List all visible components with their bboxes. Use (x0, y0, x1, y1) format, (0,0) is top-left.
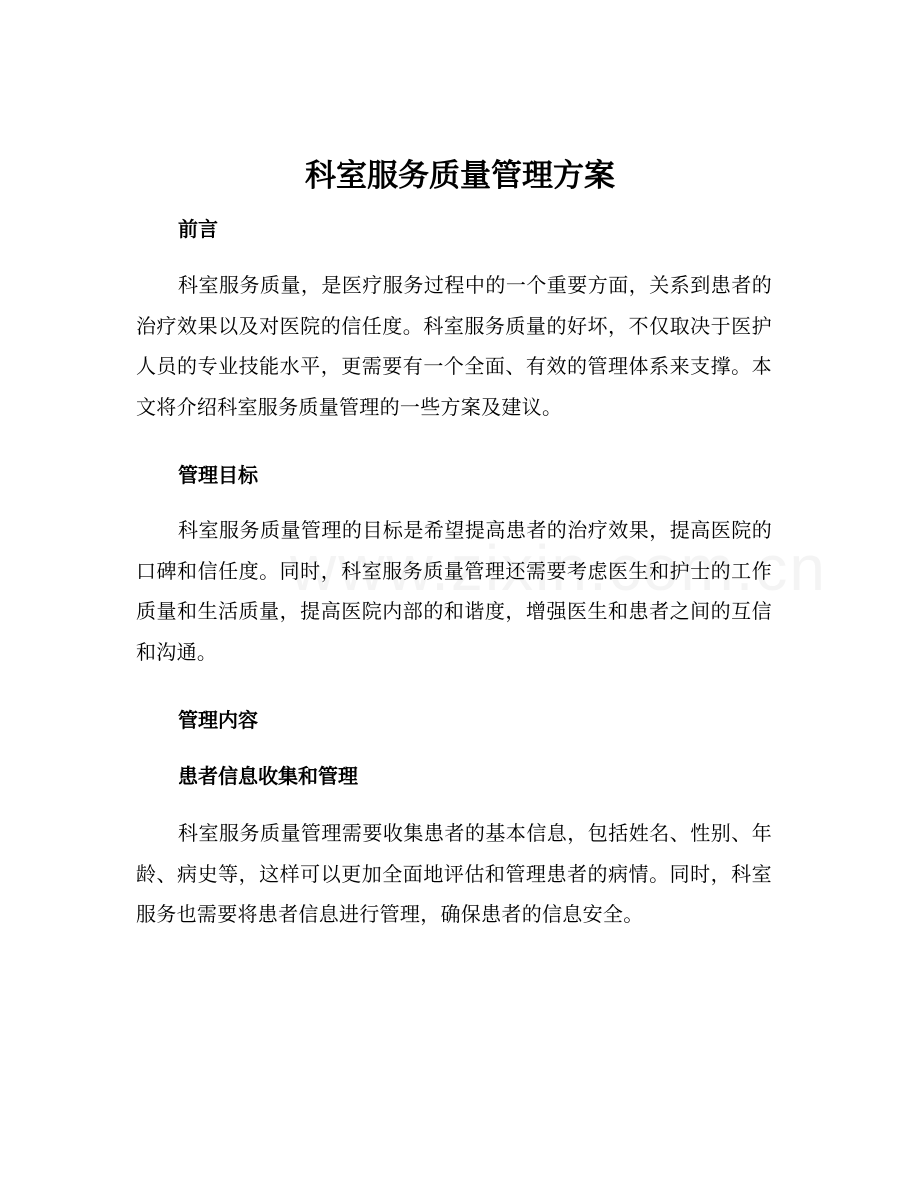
paragraph-patient-info: 科室服务质量管理需要收集患者的基本信息，包括姓名、性别、年龄、病史等，这样可以更加全面地评估和管理患者的病情。同时，科室服务也需要将患者信息进行管理，确保患者的信息安全。 (136, 821, 772, 926)
section-heading-patient-info: 患者信息收集和管理 (178, 764, 358, 788)
section-heading-content: 管理内容 (178, 708, 258, 732)
paragraph-goals: 科室服务质量管理的目标是希望提高患者的治疗效果，提高医院的口碑和信任度。同时，科室服务质量管理还需要考虑医生和护士的工作质量和生活质量，提高医院内部的和谐度，增强医生和患者之间的互信和沟通。 (136, 518, 772, 664)
section-heading-preface: 前言 (178, 217, 218, 241)
section-heading-goals: 管理目标 (178, 463, 258, 487)
document-title: 科室服务质量管理方案 (305, 158, 615, 194)
paragraph-preface: 科室服务质量，是医疗服务过程中的一个重要方面，关系到患者的治疗效果以及对医院的信任度。科室服务质量的好坏，不仅取决于医护人员的专业技能水平，更需要有一个全面、有效的管理体系来支撑。本文将介绍科室服务质量管理的一些方案及建议。 (136, 273, 772, 419)
